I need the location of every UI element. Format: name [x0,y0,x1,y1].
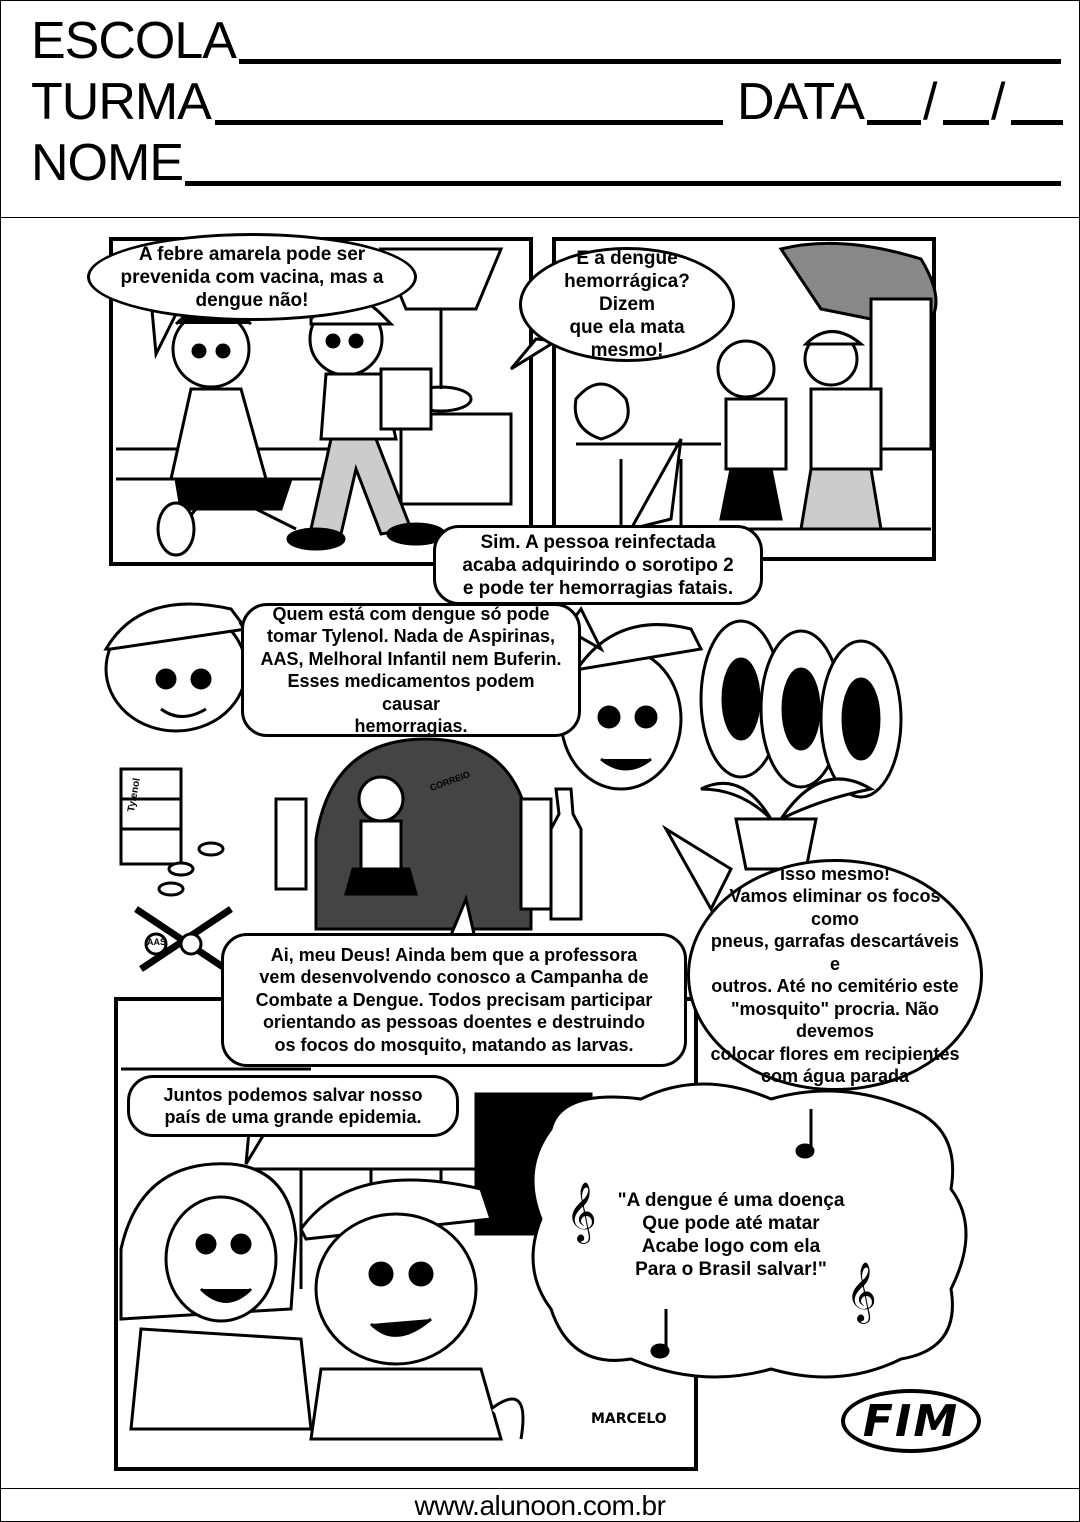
medicine-box-label: Tylenol [126,777,143,813]
kids-walking [718,332,881,530]
date-day-line[interactable] [867,120,921,125]
date-separator: / [991,73,1005,131]
girl-character [158,307,296,556]
artist-signature: MARCELO [591,1411,667,1427]
speech-bubble-epidemic: Juntos podemos salvar nosso país de uma grande epidemia. [127,1075,459,1137]
boy-face-right [561,625,701,789]
end-badge: FIM [841,1389,981,1453]
school-label: ESCOLA [31,12,236,70]
speech-bubble-hemorrhagic: E a dengue hemorrágica? Dizem que ela mata mesmo! [519,247,735,362]
site-footer [1,1488,1079,1522]
comic-strip [81,229,981,1479]
site-url[interactable]: www.alunoon.com.br [414,1489,666,1521]
crossed-pill-label: AAS [147,937,167,947]
speech-bubble-breeding-sites: Isso mesmo! Vamos eliminar os focos como pneus, garrafas descartáveis e outros. Até no cemitério este "mosquito" procria. Não devemos colocar flores em recipientes com água parada [687,859,983,1091]
name-label: NOME [31,134,183,192]
speech-bubble-campaign: Ai, meu Deus! Ainda bem que a professora vem desenvolvendo conosco a Campanha de Combate a Dengue. Todos precisam participar orientando as pessoas doentes e destruindo os focos do mosquito, matando as larvas. [221,933,687,1067]
final-boy [301,1180,523,1439]
boy-face-left [106,604,246,731]
speech-bubble-yellow-fever: A febre amarela pode ser prevenida com vacina, mas a dengue não! [87,233,417,321]
date-year-line[interactable] [1011,120,1063,125]
class-field-line[interactable] [215,120,723,125]
boy-character [288,298,444,549]
comic-artwork [81,229,981,1479]
house-door-scene [276,739,581,929]
mailbox-label: CORREIO [428,769,472,793]
date-month-line[interactable] [943,120,989,125]
name-field-line[interactable] [185,181,1061,186]
svg-text:𝄞: 𝄞 [846,1262,877,1322]
speech-bubble-reinfection: Sim. A pessoa reinfectada acaba adquirindo o sorotipo 2 e pode ter hemorragias fatais. [433,525,763,605]
school-field-line[interactable] [239,59,1061,64]
svg-text:𝄞: 𝄞 [566,1182,597,1242]
class-label: TURMA [31,73,211,131]
date-label: DATA [737,73,864,131]
final-girl [121,1164,311,1429]
tires-and-vase [701,621,901,869]
date-separator: / [923,73,937,131]
worksheet-header [1,1,1079,218]
song-lyrics: "A dengue é uma doença Que pode até matar Acabe logo com ela Para o Brasil salvar!" [617,1190,845,1280]
speech-bubble-medicine: Quem está com dengue só pode tomar Tylenol. Nada de Aspirinas, AAS, Melhoral Infantil nem Buferin. Esses medicamentos podem causar hemorragias. [241,603,581,737]
